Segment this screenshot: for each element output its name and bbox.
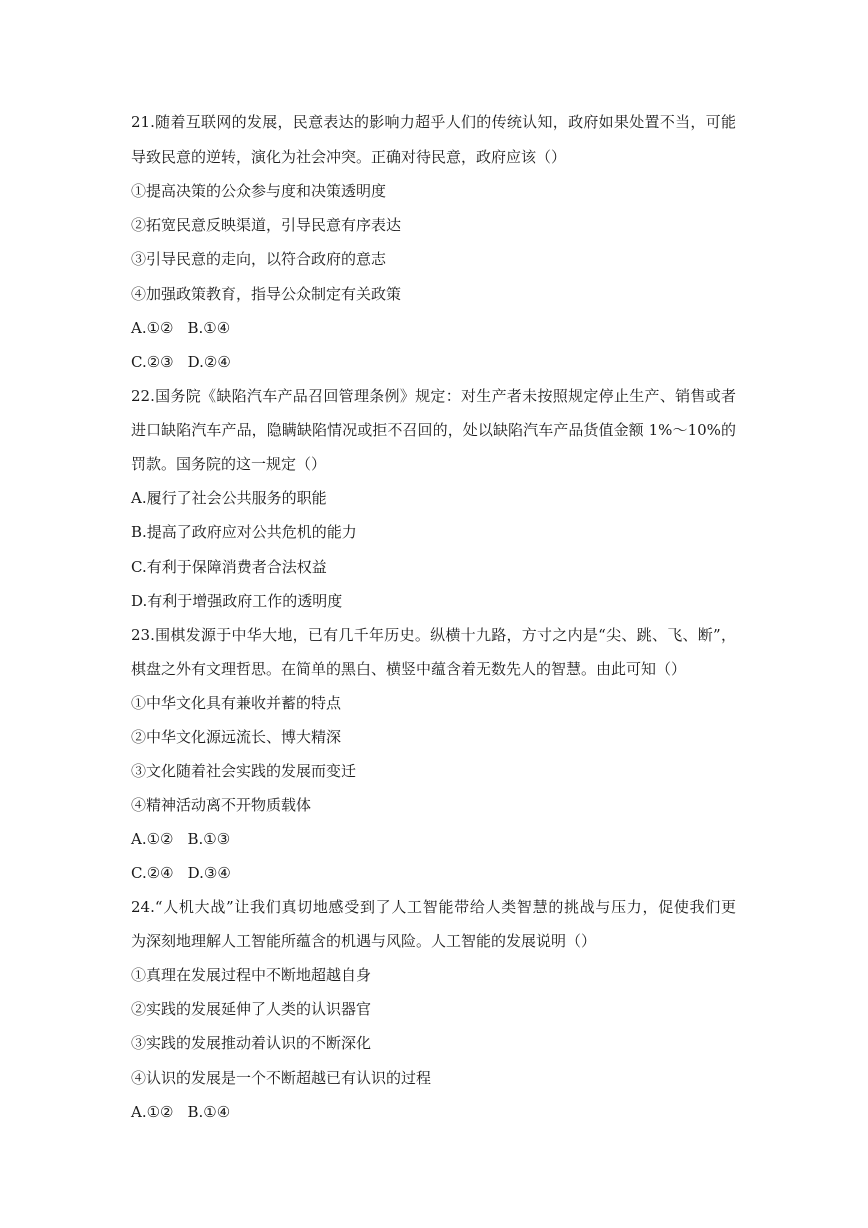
question-stem-line: 23.围棋发源于中华大地，已有几千年历史。纵横十九路，方寸之内是“尖、跳、飞、断”， (131, 626, 736, 644)
answer-option: A.①② (131, 830, 174, 848)
answer-option: C.②④ (131, 864, 174, 882)
answer-choice: A.履行了社会公共服务的职能 (131, 489, 327, 507)
statement-item: ③实践的发展推动着认识的不断深化 (131, 1034, 372, 1052)
question-stem-line: 导致民意的逆转，演化为社会冲突。正确对待民意，政府应该（） (131, 148, 567, 166)
answer-choice: B.提高了政府应对公共危机的能力 (131, 523, 357, 541)
statement-item: ③文化随着社会实践的发展而变迁 (131, 762, 357, 780)
answer-options-row (131, 829, 230, 849)
question-stem-line: 进口缺陷汽车产品，隐瞒缺陷情况或拒不召回的，处以缺陷汽车产品货值金额 1%～10%的 (131, 421, 736, 439)
answer-choice: C.有利于保障消费者合法权益 (131, 558, 327, 576)
question-stem-line: 21.随着互联网的发展，民意表达的影响力超乎人们的传统认知，政府如果处置不当，可能 (131, 113, 736, 131)
answer-option: B.①④ (187, 319, 231, 337)
answer-option: B.①④ (187, 1103, 231, 1121)
statement-item: ②中华文化源远流长、博大精深 (131, 728, 342, 746)
statement-item: ④加强政策教育，指导公众制定有关政策 (131, 285, 402, 303)
answer-options-row (131, 863, 231, 883)
answer-option: A.①② (131, 1103, 174, 1121)
statement-item: ①真理在发展过程中不断地超越自身 (131, 966, 372, 984)
question-stem-line: 22.国务院《缺陷汽车产品召回管理条例》规定：对生产者未按照规定停止生产、销售或者 (131, 387, 736, 405)
answer-options-row (131, 318, 230, 338)
answer-option: D.②④ (187, 353, 231, 371)
answer-option: D.③④ (187, 864, 231, 882)
question-stem-line: 罚款。国务院的这一规定（） (131, 455, 327, 473)
answer-option: A.①② (131, 319, 174, 337)
statement-item: ④精神活动离不开物质载体 (131, 796, 312, 814)
answer-options-row (131, 1102, 230, 1122)
statement-item: ②拓宽民意反映渠道，引导民意有序表达 (131, 216, 402, 234)
question-stem-line: 24.“人机大战”让我们真切地感受到了人工智能带给人类智慧的挑战与压力，促使我们更 (131, 898, 736, 916)
statement-item: ④认识的发展是一个不断超越已有认识的过程 (131, 1069, 432, 1087)
answer-choice: D.有利于增强政府工作的透明度 (131, 592, 343, 610)
statement-item: ①中华文化具有兼收并蓄的特点 (131, 694, 342, 712)
question-stem-line: 为深刻地理解人工智能所蕴含的机遇与风险。人工智能的发展说明（） (131, 932, 597, 950)
statement-item: ②实践的发展延伸了人类的认识器官 (131, 1000, 372, 1018)
question-stem-line: 棋盘之外有文理哲思。在简单的黑白、横竖中蕴含着无数先人的智慧。由此可知（） (131, 660, 687, 678)
statement-item: ①提高决策的公众参与度和决策透明度 (131, 182, 387, 200)
answer-options-row (131, 352, 231, 372)
statement-item: ③引导民意的走向，以符合政府的意志 (131, 250, 387, 268)
answer-option: B.①③ (187, 830, 231, 848)
answer-option: C.②③ (131, 353, 174, 371)
